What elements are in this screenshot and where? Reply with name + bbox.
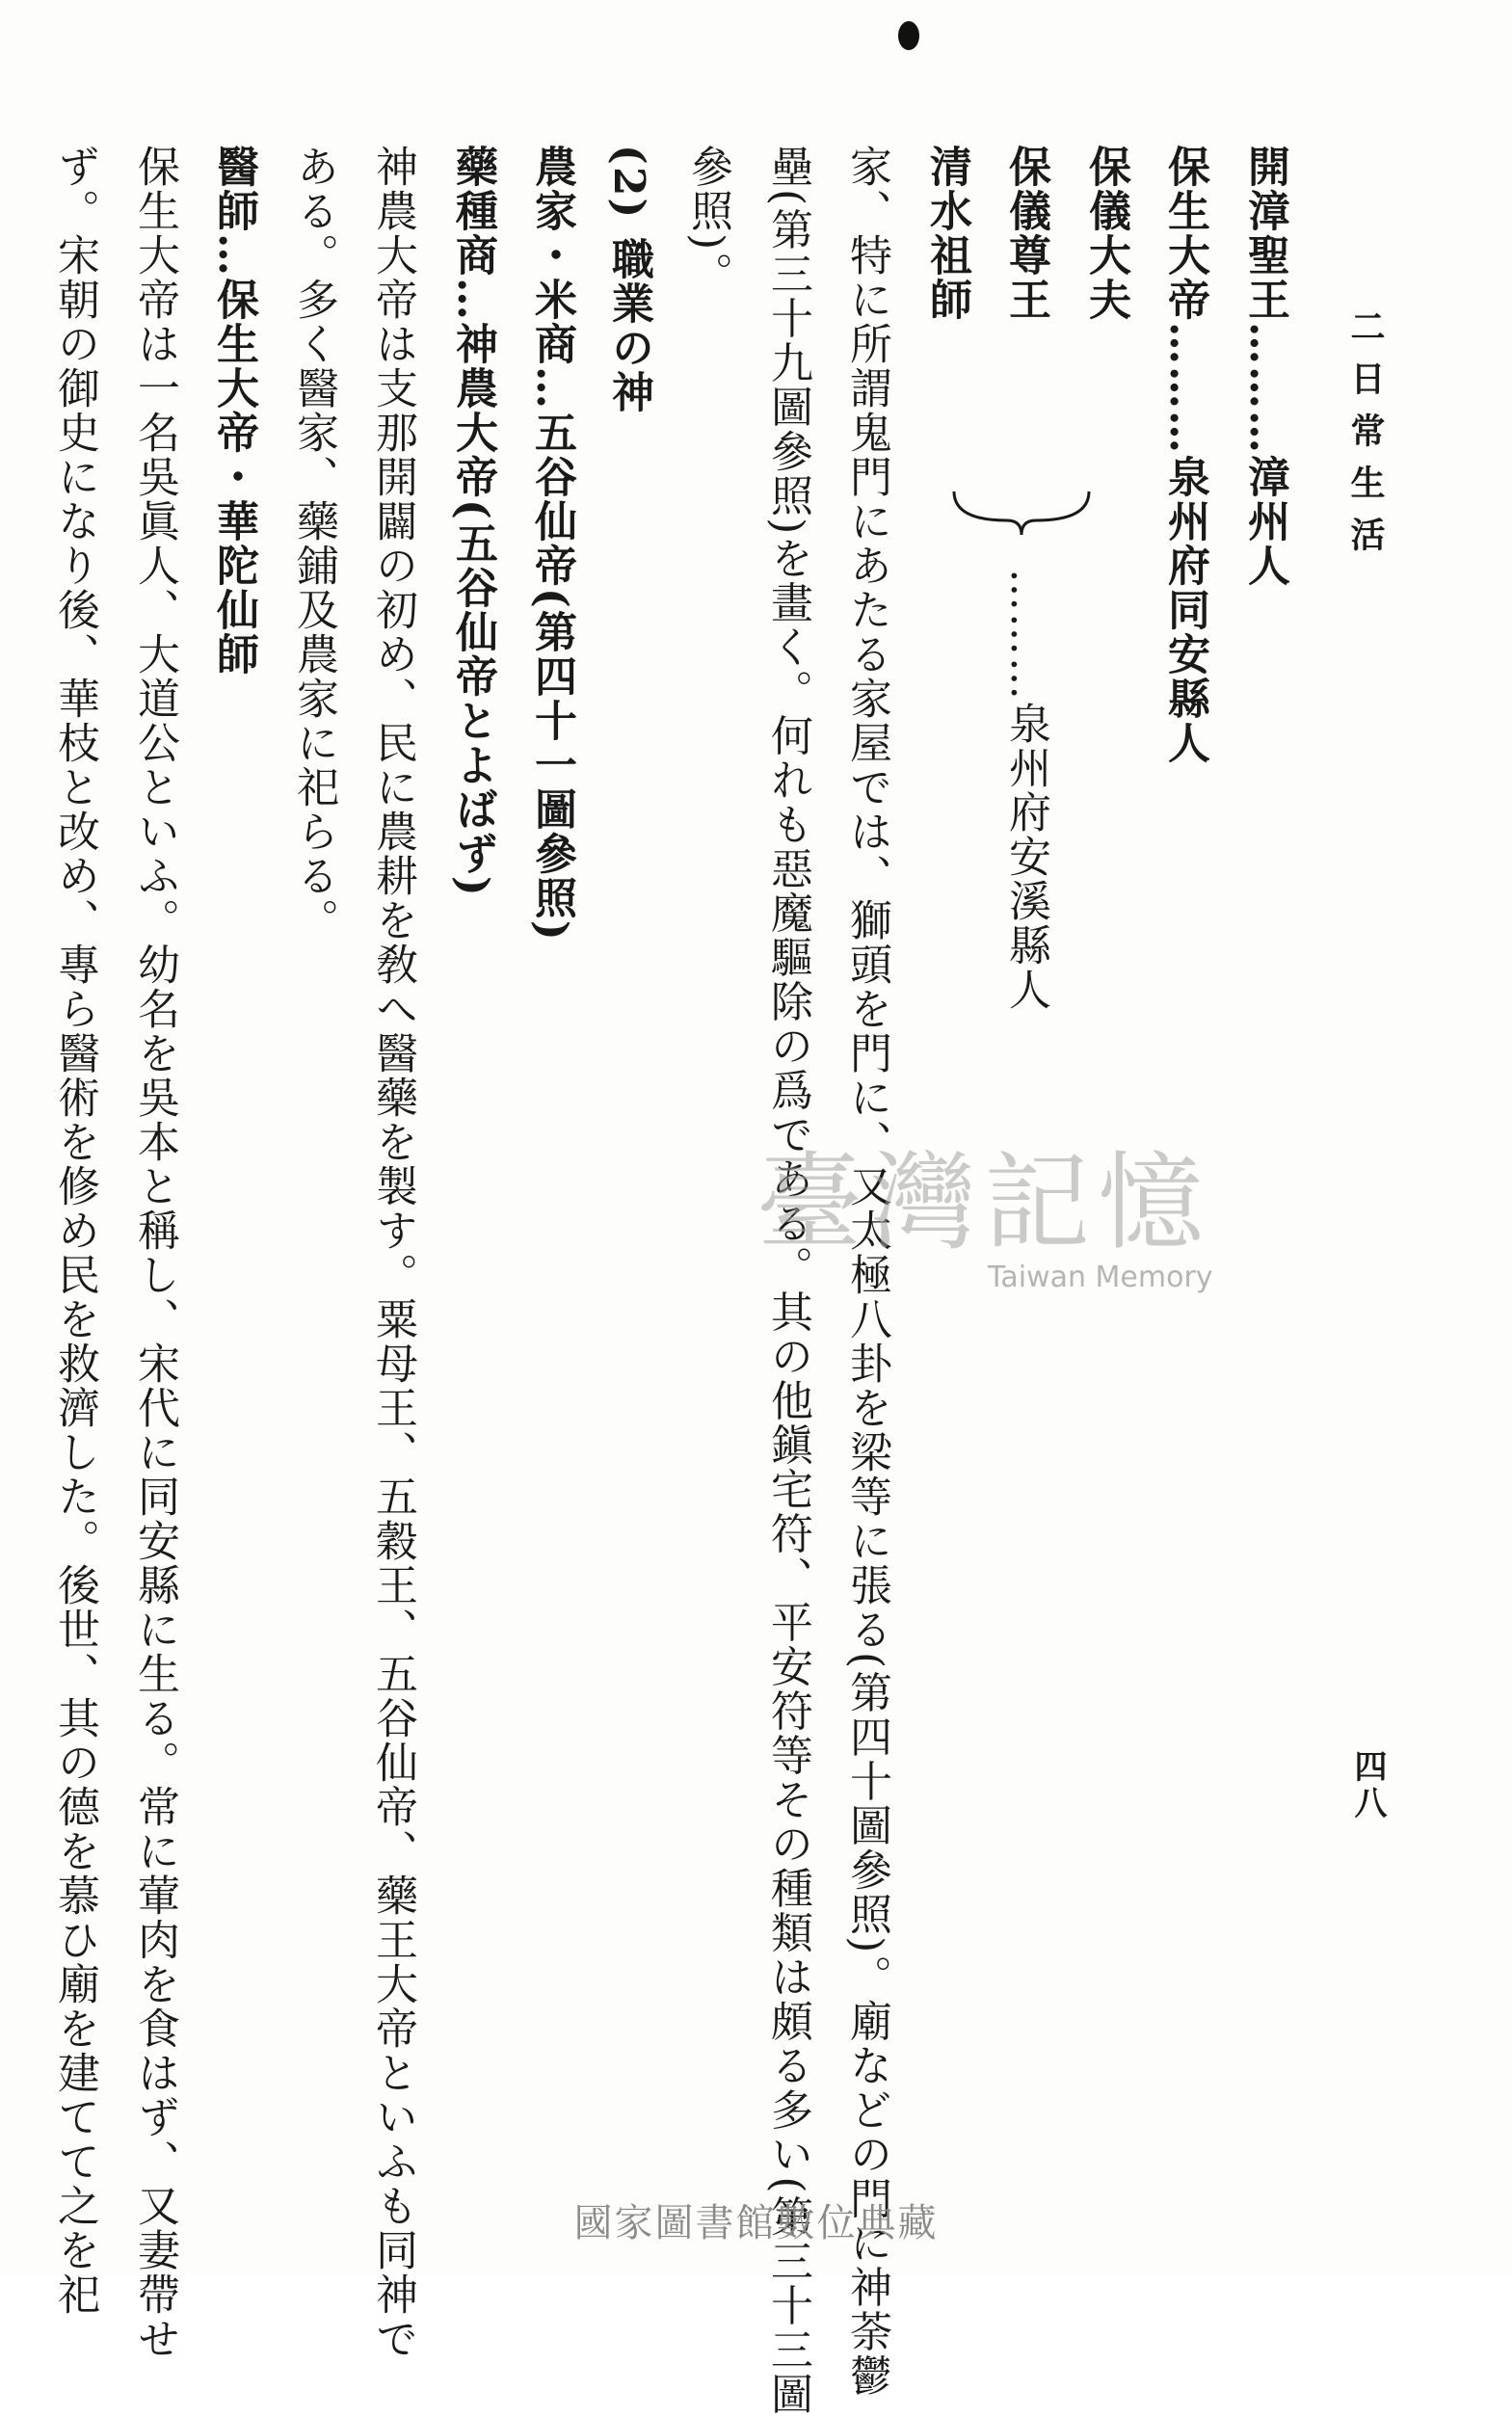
text-column: 保生大帝は一名吳眞人、大道公といふ。幼名を吳本と稱し、宋代に同安縣に生る。常に葷肉を食はず、又妻帶せ — [130, 145, 179, 2361]
ink-blot — [898, 21, 919, 50]
text-column: 藥種商…神農大帝(五谷仙帝とよばず) — [448, 145, 497, 898]
text-column: 清水祖師 — [922, 145, 971, 322]
text-column: 保生大帝………泉州府同安縣人 — [1160, 145, 1209, 765]
text-column: 開漳聖王………漳州人 — [1240, 145, 1289, 588]
brace-note: ………泉州府安溪縣人 — [1001, 569, 1050, 1012]
text-column: 壘(第三十九圖參照)を畫く。何れも惡魔驅除の爲である。其の他鎭宅符、平安符等その種類は頗る多い(第三十三圖 — [763, 145, 812, 2417]
text-column: 保儀尊王 — [1001, 145, 1050, 322]
section-heading: (2) 職業の神 — [604, 145, 653, 414]
page-number: 四八 — [1348, 1749, 1387, 1822]
text-column: 保儀大夫 — [1081, 145, 1130, 322]
footer-credit: 國家圖書館數位典藏 — [573, 2201, 939, 2245]
text-column: ず。宋朝の御史になり後、華枝と改め、專ら醫術を修め民を救濟した。後世、其の德を慕ひ廟を建てて之を祀 — [50, 145, 99, 2317]
watermark — [756, 1118, 1238, 1311]
text-column: 神農大帝は支那開闢の初め、民に農耕を敎へ醫藥を製す。粟母王、五穀王、五谷仙帝、藥王大帝といふも同神で — [368, 145, 417, 2361]
watermark-chinese: 臺灣記憶 — [756, 1141, 1211, 1264]
running-title: 二日常生活 — [1345, 308, 1386, 569]
text-column: 參照)。 — [683, 145, 732, 297]
text-column: 農家・米商…五谷仙帝(第四十一圖參照) — [527, 145, 576, 943]
text-column: 家、特に所謂鬼門にあたる家屋では、獅頭を門に、又太極八卦を梁等に張る(第四十圖參照)。廟などの門に神荼鬱 — [842, 145, 891, 2399]
watermark-english: Taiwan Memory — [988, 1261, 1213, 1294]
text-column: ある。多く醫家、藥鋪及農家に祀らる。 — [289, 145, 338, 943]
text-column: 醫師…保生大帝・華陀仙師 — [209, 145, 258, 677]
brace-bracket — [949, 482, 1094, 540]
